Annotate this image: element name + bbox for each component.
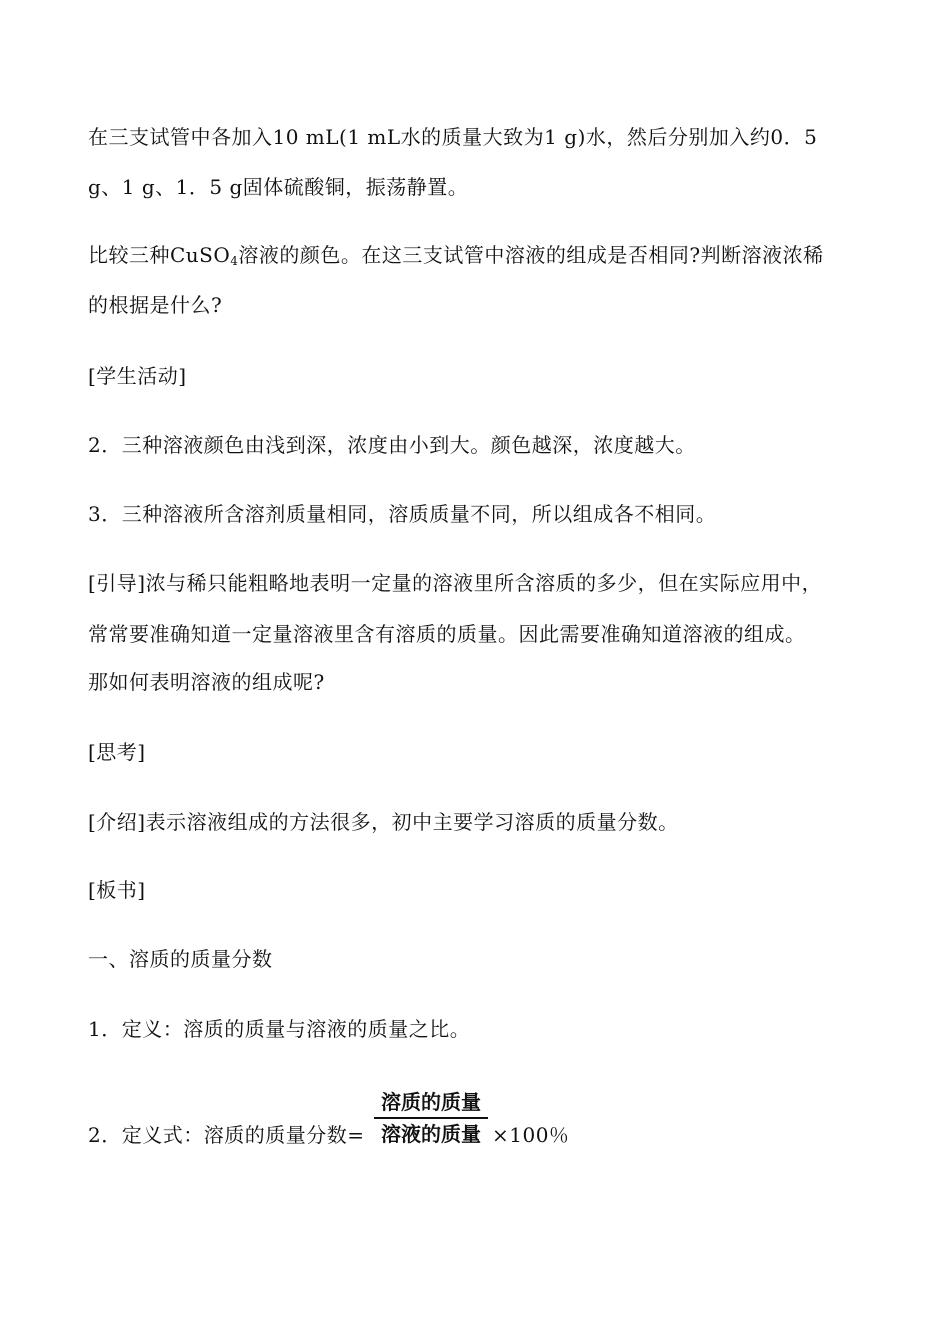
- guide-paragraph-line-2: 常常要准确知道一定量溶液里含有溶质的质量。因此需要准确知道溶液的组成。: [88, 622, 806, 646]
- think-heading: [思考]: [88, 740, 146, 764]
- board-heading: [板书]: [88, 878, 146, 902]
- formula-fraction: [374, 1088, 488, 1148]
- sulfate-subscript: 4: [230, 254, 239, 268]
- question-prefix: 比较三种CuSO: [88, 243, 231, 267]
- fraction-bar: [374, 1117, 488, 1119]
- list-item-3: 3．三种溶液所含溶剂质量相同，溶质质量不同，所以组成各不相同。: [88, 502, 717, 526]
- question-suffix: 溶液的颜色。在这三支试管中溶液的组成是否相同?判断溶液浓稀: [238, 243, 824, 267]
- formula-prefix: 2．定义式：溶质的质量分数=: [88, 1123, 365, 1147]
- paragraph-experiment-line-2: g、1 g、1．5 g固体硫酸铜，振荡静置。: [88, 175, 469, 199]
- intro-paragraph: [介绍]表示溶液组成的方法很多，初中主要学习溶质的质量分数。: [88, 810, 679, 834]
- student-activity-heading: [学生活动]: [88, 364, 187, 388]
- section-title: 一、溶质的质量分数: [88, 947, 273, 971]
- fraction-numerator: 溶质的质量: [381, 1090, 481, 1114]
- guide-paragraph-line-1: [引导]浓与稀只能粗略地表明一定量的溶液里所含溶质的多少，但在实际应用中，: [88, 571, 823, 595]
- list-item-2: 2．三种溶液颜色由浅到深，浓度由小到大。颜色越深，浓度越大。: [88, 433, 696, 457]
- guide-paragraph-line-3: 那如何表明溶液的组成呢?: [88, 670, 325, 694]
- paragraph-experiment-line-1: 在三支试管中各加入10 mL(1 mL水的质量大致为1 g)水，然后分别加入约0．5: [88, 125, 818, 149]
- fraction-denominator: 溶液的质量: [381, 1122, 481, 1146]
- paragraph-question-line-2: 的根据是什么?: [88, 293, 223, 317]
- paragraph-question-line-1: [88, 241, 824, 275]
- formula-suffix: ×100％: [492, 1123, 570, 1147]
- definition-item: 1．定义：溶质的质量与溶液的质量之比。: [88, 1017, 471, 1041]
